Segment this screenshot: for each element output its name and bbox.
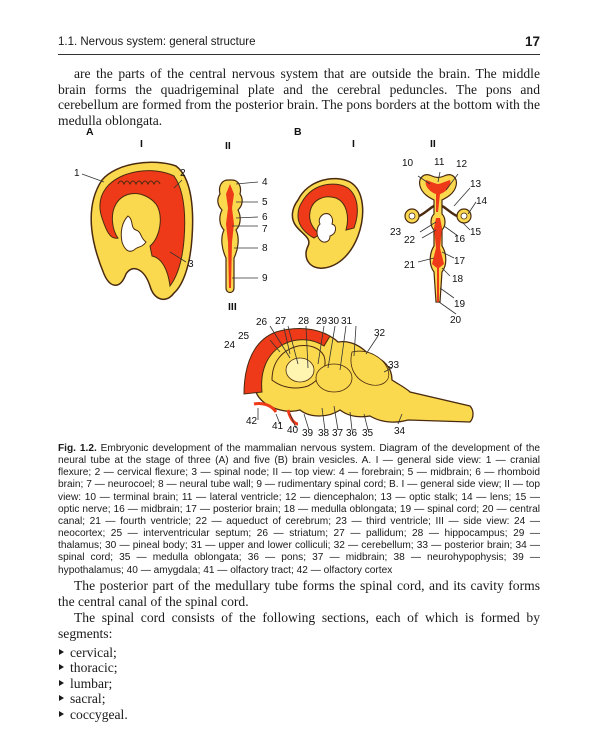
drawing-B-II: [405, 172, 476, 314]
bullet-arrow-icon: [59, 680, 64, 686]
label-20: 20: [450, 315, 462, 326]
list-item: [58, 676, 540, 691]
panel-label-B-III: III: [228, 301, 237, 313]
list-item: [58, 707, 540, 722]
label-14: 14: [476, 196, 488, 207]
paragraph-sections: The spinal cord consists of the following sections, each of which is formed by segments:: [58, 610, 540, 641]
label-7: 7: [262, 224, 268, 235]
label-22: 22: [404, 235, 416, 246]
panel-label-A: A: [86, 126, 94, 138]
label-31: 31: [341, 316, 353, 327]
spinal-sections-list: [58, 645, 540, 722]
label-3: 3: [188, 259, 194, 270]
label-5: 5: [262, 197, 268, 208]
label-4: 4: [262, 177, 268, 188]
label-21: 21: [404, 260, 416, 271]
label-15: 15: [470, 227, 482, 238]
label-35: 35: [362, 428, 374, 439]
label-42: 42: [246, 416, 258, 427]
figure-1-2: [58, 118, 540, 440]
figure-caption: [58, 443, 540, 577]
list-item: [58, 660, 540, 675]
label-27: 27: [275, 316, 287, 327]
drawing-A-II: [218, 180, 258, 293]
list-item-text: thoracic;: [70, 660, 118, 676]
label-10: 10: [402, 158, 414, 169]
panel-label-B-I: I: [352, 138, 355, 150]
caption-text: Embryonic development of the mammalian nervous system. Diagram of the development of the neural tube at the stage of three (A) and five (B) brain vesicles. A. I — general side view: 1 — cranial flexure; 2 — cervical flexure; 3 — spinal node; II — top view: 4 — forebrain; 5 — midbrain; 6 — rhomboid brain; 7 — neurocoel; 8 — neural tube wall; 9 — rudimentary spinal cord; B. I — general side view; II — top view: 10 — terminal brain; 11 — lateral ventricle; 12 — diencephalon; 13 — optic stalk; 14 — lens; 15 — optic nerve; 16 — midbrain; 17 — posterior brain; 18 — medulla oblongata; 19 — spinal cord; 20 — central canal; 21 — fourth ventricle; 22 — aqueduct of cerebrum; 23 — third ventricle; III — side view: 24 — neocortex; 25 — interventricular septum; 26 — striatum; 27 — pallidum; 28 — hippocampus; 29 — thalamus; 30 — pineal body; 31 — upper and lower colliculi; 32 — cerebellum; 33 — posterior brain; 34 — spinal cord; 35 — medulla oblongata; 36 — pons; 37 — midbrain; 38 — neurohypophysis; 39 — hypothalamus; 40 — amygdala; 41 — olfactory tract; 42 — olfactory cortex: [58, 443, 540, 576]
label-32: 32: [374, 328, 386, 339]
label-23: 23: [390, 227, 402, 238]
drawing-A-I: [82, 162, 193, 299]
panel-label-B: B: [294, 126, 302, 138]
label-38: 38: [318, 428, 330, 439]
label-2: 2: [180, 168, 186, 179]
label-28: 28: [298, 316, 310, 327]
drawing-B-III: [244, 326, 473, 430]
panel-label-A-II: II: [225, 140, 231, 152]
section-title: 1.1. Nervous system: general structure: [58, 36, 256, 48]
label-18: 18: [452, 274, 464, 285]
label-34: 34: [394, 426, 406, 437]
panel-label-A-I: I: [140, 138, 143, 150]
bullet-arrow-icon: [59, 664, 64, 670]
figure-diagram: [58, 118, 540, 440]
label-24: 24: [224, 340, 236, 351]
bullet-arrow-icon: [59, 649, 64, 655]
header-rule: [58, 54, 540, 55]
label-9: 9: [262, 273, 268, 284]
label-37: 37: [332, 428, 344, 439]
label-25: 25: [238, 331, 250, 342]
label-17: 17: [454, 256, 466, 267]
panel-label-B-II: II: [430, 138, 436, 150]
label-13: 13: [470, 179, 482, 190]
bullet-arrow-icon: [59, 711, 64, 717]
label-12: 12: [456, 159, 468, 170]
label-39: 39: [302, 428, 314, 439]
label-16: 16: [454, 234, 466, 245]
caption-label: Fig. 1.2.: [58, 443, 97, 454]
bullet-arrow-icon: [59, 695, 64, 701]
list-item: [58, 645, 540, 660]
list-item-text: lumbar;: [70, 675, 113, 691]
label-36: 36: [346, 428, 358, 439]
list-item-text: cervical;: [70, 645, 117, 660]
label-40: 40: [287, 425, 299, 436]
running-head: [58, 35, 540, 53]
paragraph-spinal-cord: The posterior part of the medullary tube forms the spinal cord, and its cavity forms the central canal of the spinal cord.: [58, 578, 540, 609]
label-33: 33: [388, 360, 400, 371]
label-29: 29: [316, 316, 328, 327]
list-item-text: sacral;: [70, 691, 106, 707]
list-item-text: coccygeal.: [70, 706, 128, 722]
label-6: 6: [262, 212, 268, 223]
drawing-B-I: [292, 179, 362, 269]
label-19: 19: [454, 299, 466, 310]
page-number: 17: [524, 34, 540, 49]
intro-paragraph: are the parts of the central nervous system that are outside the brain. The middle brain forms the quadrigeminal plate and the cerebral peduncles. The pons and cerebellum are formed from the posterior brain. The pons borders at the bottom with the medulla oblongata.: [58, 66, 540, 129]
list-item: [58, 691, 540, 706]
label-26: 26: [256, 317, 268, 328]
label-1: 1: [74, 168, 80, 179]
label-8: 8: [262, 243, 268, 254]
label-41: 41: [272, 421, 284, 432]
label-30: 30: [328, 316, 340, 327]
label-11: 11: [434, 157, 445, 168]
